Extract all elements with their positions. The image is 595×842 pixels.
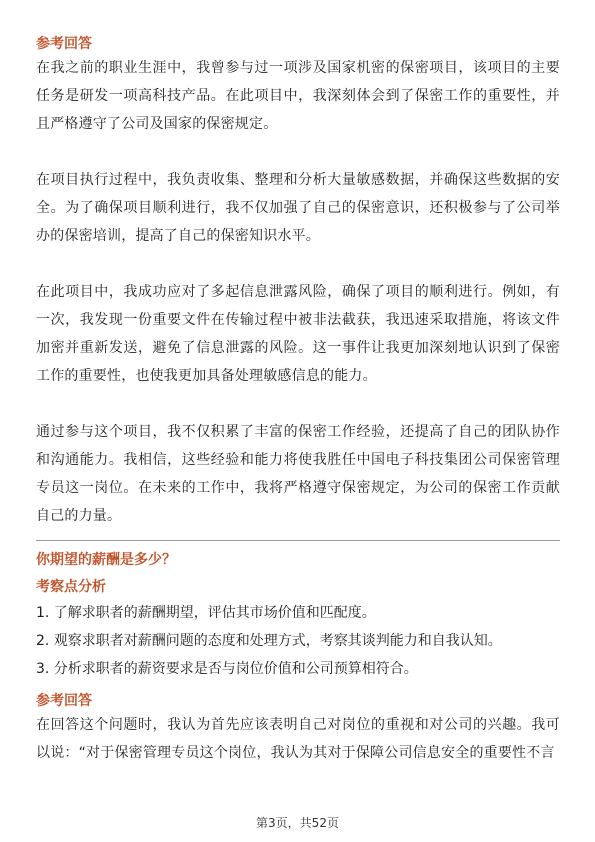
analysis-item-1: 1. 了解求职者的薪酬期望，评估其市场价值和匹配度。 xyxy=(36,605,376,621)
section-divider xyxy=(36,540,560,541)
answer-paragraph-1: 在我之前的职业生涯中，我曾参与过一项涉及国家机密的保密项目，该项目的主要任务是研发一项高科技产品。在此项目中，我深刻体会到了保密工作的重要性，并且严格遵守了公司及国家的保密规定。 xyxy=(36,60,560,132)
analysis-item-2: 2. 观察求职者对薪酬问题的态度和处理方式，考察其谈判能力和自我认知。 xyxy=(36,633,502,649)
answer-paragraph-3: 在此项目中，我成功应对了多起信息泄露风险，确保了项目的顺利进行。例如，有一次，我发现一份重要文件在传输过程中被非法截获，我迅速采取措施，将该文件加密并重新发送，避免了信息泄露的风险。这一事件让我更加深刻地认识到了保密工作的重要性，也使我更加具备处理敏感信息的能力。 xyxy=(36,284,560,384)
answer-paragraph-2: 在项目执行过程中，我负责收集、整理和分析大量敏感数据，并确保这些数据的安全。为了确保项目顺利进行，我不仅加强了自己的保密意识，还积极参与了公司举办的保密培训，提高了自己的保密知识水平。 xyxy=(36,172,560,244)
analysis-item-3: 3. 分析求职者的薪资要求是否与岗位价值和公司预算相符合。 xyxy=(36,661,418,677)
question-title: 你期望的薪酬是多少？ xyxy=(36,552,176,568)
page-number: 第3页，共52页 xyxy=(256,816,339,830)
reference-answer-heading-2: 参考回答 xyxy=(36,693,92,709)
answer-paragraph-4: 通过参与这个项目，我不仅积累了丰富的保密工作经验，还提高了自己的团队协作和沟通能力。我相信，这些经验和能力将使我胜任中国电子科技集团公司保密管理专员这一岗位。在未来的工作中，我将严格遵守保密规定，为公司的保密工作贡献自己的力量。 xyxy=(36,424,560,524)
answer-paragraph-5: 在回答这个问题时，我认为首先应该表明自己对岗位的重视和对公司的兴趣。我可以说：“对于保密管理专员这个岗位，我认为其对于保障公司信息安全的重要性不言 xyxy=(36,717,560,761)
document-page xyxy=(36,34,560,767)
reference-answer-heading: 参考回答 xyxy=(36,36,92,52)
analysis-heading: 考察点分析 xyxy=(36,579,106,595)
